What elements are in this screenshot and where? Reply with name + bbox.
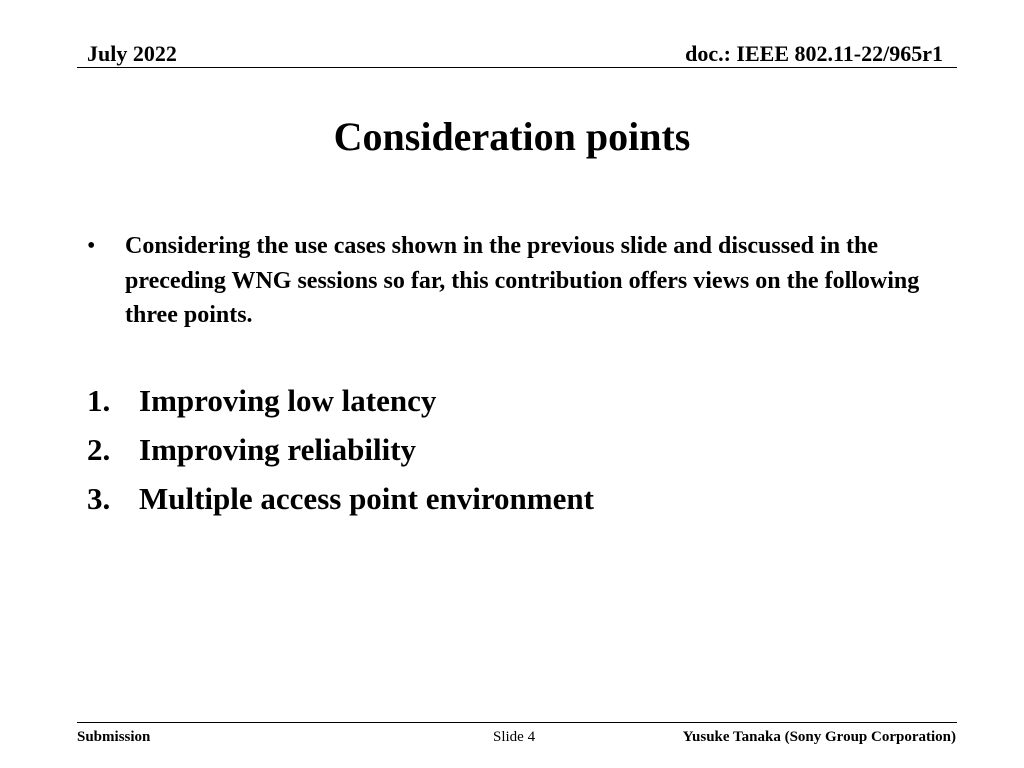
point-text: Improving reliability <box>139 432 417 467</box>
point-number: 2. <box>87 432 111 467</box>
bullet-symbol: • <box>87 233 96 259</box>
slide-title: Consideration points <box>333 114 691 159</box>
bullet-text: Considering the use cases shown in the previous slide and discussed in the preceding WNG sessions so far, this contribution offers views on the following three points. <box>125 233 920 328</box>
footer-slide-number: Slide 4 <box>493 729 536 745</box>
header-doc-id: doc.: IEEE 802.11-22/965r1 <box>685 41 943 66</box>
footer-author: Yusuke Tanaka (Sony Group Corporation) <box>682 729 956 745</box>
point-number: 1. <box>87 383 111 418</box>
point-text: Improving low latency <box>139 383 437 418</box>
header-divider <box>77 67 957 68</box>
footer-divider <box>77 722 957 723</box>
header-date: July 2022 <box>87 41 177 66</box>
point-number: 3. <box>87 481 111 516</box>
point-text: Multiple access point environment <box>139 481 594 516</box>
footer-submission: Submission <box>77 729 151 745</box>
